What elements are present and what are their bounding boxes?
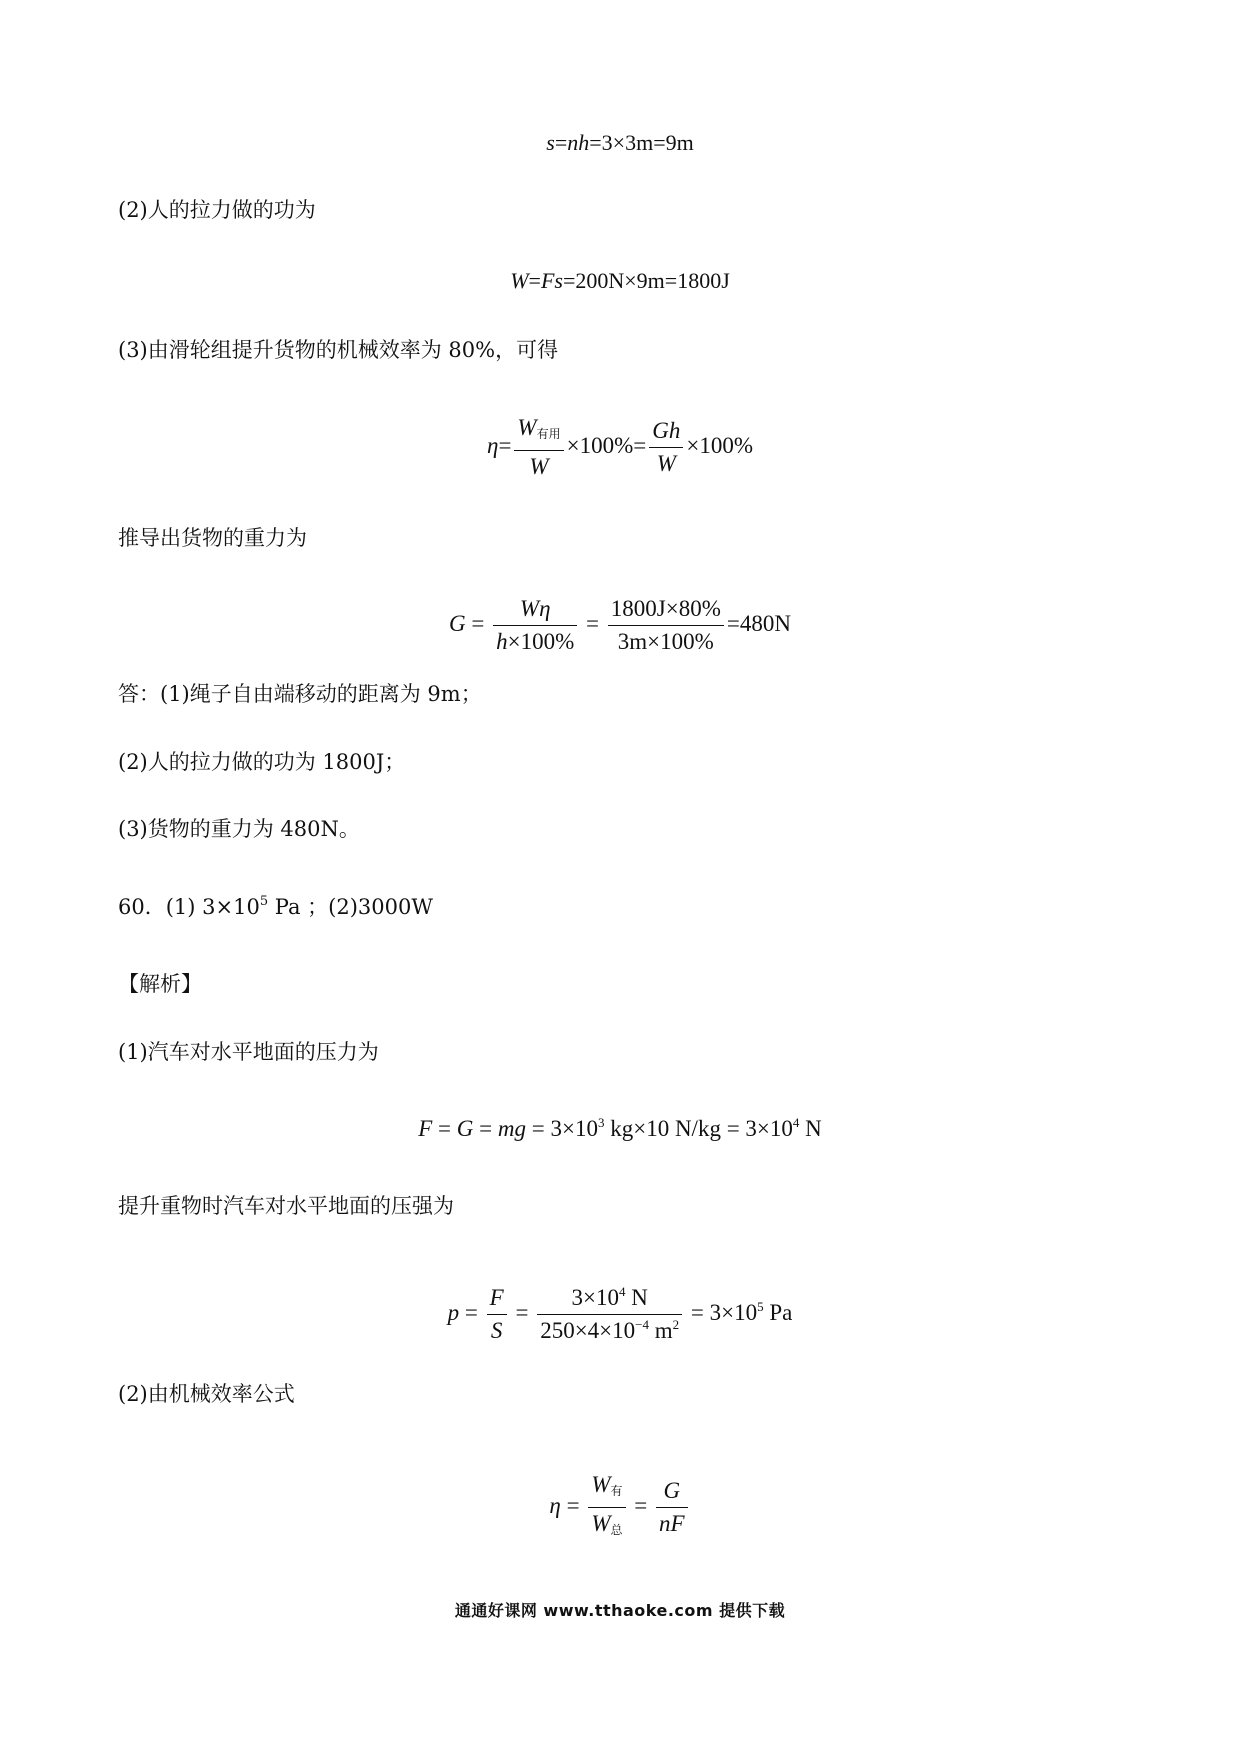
paragraph-work-intro: (2)人的拉力做的功为 (118, 198, 316, 222)
denominator (493, 626, 577, 658)
var-eta: η (549, 1492, 561, 1518)
exponent-1: 3 (597, 1115, 605, 1130)
den-b: m (648, 1318, 673, 1343)
equals: = (580, 610, 605, 636)
numerator (514, 412, 563, 451)
var-G: G (449, 610, 466, 636)
var-W: W (656, 451, 676, 476)
paragraph-gravity-intro: 推导出货物的重力为 (118, 526, 307, 550)
var-mg: mg (497, 1116, 527, 1141)
part1: = 3×10 (526, 1116, 598, 1141)
equation-gravity (0, 593, 1240, 658)
equals: = (465, 610, 491, 636)
den-a: 250×4×10 (540, 1318, 636, 1343)
part3: N (799, 1116, 822, 1141)
paragraph-pressure-intro: 提升重物时汽车对水平地面的压强为 (118, 1194, 454, 1218)
var-W: W (510, 268, 529, 293)
denominator (656, 1508, 688, 1540)
fraction-w-useful-total (588, 1469, 625, 1546)
subscript-total: 总 (610, 1523, 623, 1537)
var-nF: nF (659, 1511, 685, 1536)
equals: = (528, 268, 541, 293)
equation-distance (0, 128, 1240, 158)
subscript-useful: 有 (610, 1484, 623, 1498)
page-footer: 通通好课网 www.tthaoke.com 提供下载 (454, 1601, 786, 1620)
var-Fs: Fs (540, 268, 563, 293)
times-100: ×100%= (566, 432, 647, 458)
answer-3: (3)货物的重力为 480N。 (118, 817, 360, 841)
denominator (649, 448, 683, 480)
tail-exp: 5 (757, 1298, 764, 1314)
equation-rest: =200N×9m=1800J (562, 268, 730, 293)
equation-force (0, 1114, 1240, 1144)
result: =480N (726, 610, 791, 636)
numerator (588, 1469, 625, 1508)
var-Gh: Gh (652, 418, 681, 443)
var-eta: η (487, 432, 499, 458)
answer-1: 答：(1)绳子自由端移动的距离为 9m； (118, 682, 482, 706)
answer-2: (2)人的拉力做的功为 1800J； (118, 750, 406, 774)
den-exp: −4 (635, 1317, 649, 1332)
denominator (537, 1315, 682, 1347)
q60-rest: Pa ；(2)3000W (268, 895, 433, 919)
equals: = (432, 1116, 457, 1141)
numerator (537, 1282, 682, 1315)
paragraph-efficiency-formula: (2)由机械效率公式 (118, 1382, 295, 1406)
num-a: 3×10 (571, 1285, 619, 1310)
fraction-useful-work (514, 412, 563, 483)
var-G: G (456, 1116, 474, 1141)
var-S: S (490, 1318, 503, 1343)
var-W: W (529, 454, 549, 479)
tail-b: Pa (763, 1299, 793, 1325)
var-F: F (418, 1116, 433, 1141)
equation-work (0, 266, 1240, 296)
tail-a: = 3×10 (685, 1299, 758, 1325)
numerator (493, 593, 577, 626)
paragraph-pressure-force: (1)汽车对水平地面的压力为 (118, 1040, 379, 1064)
question-60-answer (118, 893, 433, 921)
den-rest: ×100% (507, 629, 575, 654)
var-W: W (517, 415, 537, 440)
q60-prefix: 60．(1) 3×10 (118, 895, 260, 919)
fraction-g-nf (656, 1475, 688, 1540)
equals: = (459, 1299, 484, 1325)
equation-rest: =3×3m=9m (589, 130, 694, 155)
analysis-heading: 【解析】 (118, 972, 202, 996)
fraction-numeric (608, 593, 724, 658)
paragraph-efficiency-intro: (3)由滑轮组提升货物的机械效率为 80%，可得 (118, 338, 559, 362)
numerator (656, 1475, 688, 1508)
den-exp2: 2 (672, 1317, 680, 1332)
fraction-w-eta (493, 593, 577, 658)
equation-pressure (0, 1282, 1240, 1347)
fraction-gh-w (649, 415, 683, 480)
equals: = (554, 130, 568, 155)
var-W-eta: Wη (519, 596, 551, 621)
var-nh: nh (567, 130, 590, 155)
num-b: N (625, 1285, 648, 1310)
denominator (588, 1508, 625, 1546)
part2: kg×10 N/kg = 3×10 (604, 1116, 793, 1141)
equals: = (509, 1299, 535, 1325)
fraction-f-s (487, 1282, 507, 1347)
equals: = (498, 432, 512, 458)
denominator: 3m×100% (617, 629, 714, 654)
var-F: F (489, 1285, 504, 1310)
subscript-useful: 有用 (536, 427, 561, 441)
q60-exponent: 5 (259, 894, 269, 909)
var-h: h (496, 629, 508, 654)
var-W: W (591, 1472, 611, 1497)
numerator (649, 415, 683, 448)
var-G: G (663, 1478, 681, 1503)
equation-efficiency-formula (0, 1469, 1240, 1546)
equals: = (560, 1492, 586, 1518)
fraction-pressure-numeric (537, 1282, 682, 1347)
equation-efficiency (0, 412, 1240, 483)
numerator (487, 1282, 507, 1315)
denominator (514, 451, 563, 483)
exponent-2: 4 (792, 1115, 800, 1130)
var-s: s (546, 130, 555, 155)
denominator (487, 1315, 507, 1347)
equals: = (628, 1492, 653, 1518)
var-p: p (447, 1299, 460, 1325)
num-exp: 4 (618, 1284, 626, 1299)
times-100-tail: ×100% (686, 432, 753, 458)
numerator: 1800J×80% (608, 593, 724, 626)
equals: = (473, 1116, 498, 1141)
var-W: W (591, 1511, 611, 1536)
